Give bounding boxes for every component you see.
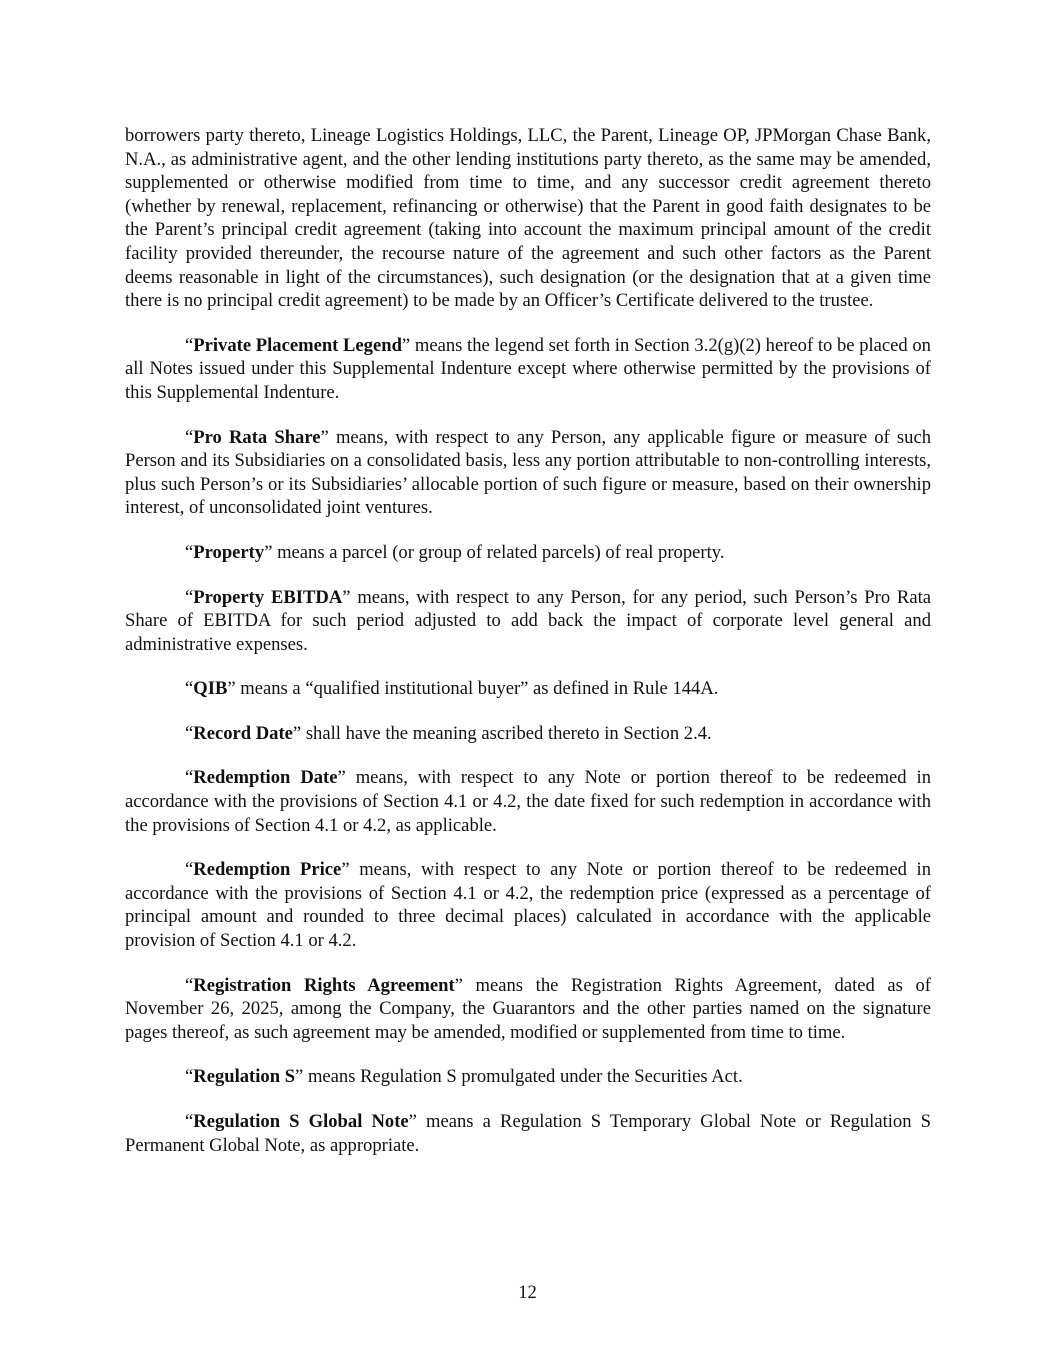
document-page [125, 124, 931, 1178]
defined-term: Property [193, 541, 265, 563]
open-quote: “ [185, 1111, 194, 1132]
definition-property-ebitda [125, 586, 931, 657]
defined-term: Redemption Date [193, 767, 338, 789]
definition-text: ” means the Registration Rights Agreement, dated as of November 26, 2025, among the Company, the Guarantors and the other parties named on the signature pages thereof, as such agreement may be amended, modified or supplemented from time to time. [125, 974, 931, 1043]
open-quote: “ [185, 334, 194, 356]
definition-text: ” means a parcel (or group of related parcels) of real property. [264, 541, 725, 563]
defined-term: Record Date [193, 722, 293, 744]
definition-redemption-price [125, 858, 931, 952]
definition-qib [125, 677, 931, 701]
defined-term: Redemption Price [193, 859, 342, 881]
intro-paragraph: borrowers party thereto, Lineage Logistics Holdings, LLC, the Parent, Lineage OP, JPMorgan Chase Bank, N.A., as administrative agent, and the other lending institutions party thereto, as the same may be amended, supplemented or otherwise modified from time to time, and any successor credit agreement thereto (whether by renewal, replacement, refinancing or otherwise) that the Parent in good faith designates to be the Parent’s principal credit agreement (taking into account the maximum principal amount of the credit facility provided thereunder, the recourse nature of the agreement and such other factors as the Parent deems reasonable in light of the circumstances), such designation (or the designation that at a given time there is no principal credit agreement) to be made by an Officer’s Certificate delivered to the trustee. [125, 125, 931, 312]
open-quote: “ [185, 678, 194, 700]
open-quote: “ [185, 974, 194, 996]
definition-text: ” means, with respect to any Note or portion thereof to be redeemed in accordance with the provisions of Section 4.1 or 4.2, the date fixed for such redemption in accordance with the provisions of Section 4.1 or 4.2, as applicable. [125, 767, 932, 836]
open-quote: “ [185, 767, 194, 789]
open-quote: “ [185, 1066, 194, 1088]
definition-record-date [125, 722, 931, 746]
defined-term: Registration Rights Agreement [193, 974, 455, 996]
definition-redemption-date [125, 766, 931, 837]
defined-term: QIB [193, 678, 228, 700]
definition-text: ” shall have the meaning ascribed thereto in Section 2.4. [292, 722, 712, 744]
open-quote: “ [185, 541, 194, 563]
open-quote: “ [185, 586, 194, 608]
definition-text: ” means a Regulation S Temporary Global Note or Regulation S Permanent Global Note, as appropriate. [125, 1111, 931, 1156]
defined-term: Regulation S Global Note [193, 1111, 409, 1132]
definition-pro-rata-share [125, 426, 931, 520]
open-quote: “ [185, 722, 194, 744]
definition-text: ” means the legend set forth in Section 3.2(g)(2) hereof to be placed on all Notes issued under this Supplemental Indenture except where otherwise permitted by the provisions of this Supplemental Indenture. [125, 334, 931, 403]
defined-term: Property EBITDA [193, 586, 343, 608]
page-number: 12 [518, 1282, 537, 1303]
definition-text: ” means, with respect to any Person, any applicable figure or measure of such Person and its Subsidiaries on a consolidated basis, less any portion attributable to non-controlling interests, plus such Person’s or its Subsidiaries’ allocable portion of such figure or measure, based on their ownership interest, of unconsolidated joint ventures. [125, 426, 931, 519]
defined-term: Private Placement Legend [193, 334, 402, 356]
defined-term: Pro Rata Share [193, 426, 321, 448]
definition-private-placement-legend [125, 334, 931, 405]
definition-regulation-s-global-note [125, 1110, 931, 1157]
definition-registration-rights-agreement [125, 974, 931, 1045]
definition-text: ” means Regulation S promulgated under the Securities Act. [295, 1066, 743, 1088]
definition-text: ” means, with respect to any Note or portion thereof to be redeemed in accordance with the provisions of Section 4.1 or 4.2, the redemption price (expressed as a percentage of principal amount and rounded to three decimal places) calculated in accordance with the applicable provision of Section 4.1 or 4.2. [125, 859, 932, 952]
definition-property [125, 541, 931, 565]
open-quote: “ [185, 859, 194, 881]
defined-term: Regulation S [193, 1066, 296, 1088]
open-quote: “ [185, 426, 194, 448]
definition-text: ” means a “qualified institutional buyer” as defined in Rule 144A. [227, 678, 719, 700]
definition-text: ” means, with respect to any Person, for any period, such Person’s Pro Rata Share of EBITDA for such period adjusted to add back the impact of corporate level general and administrative expenses. [125, 586, 932, 655]
definition-regulation-s [125, 1065, 931, 1089]
